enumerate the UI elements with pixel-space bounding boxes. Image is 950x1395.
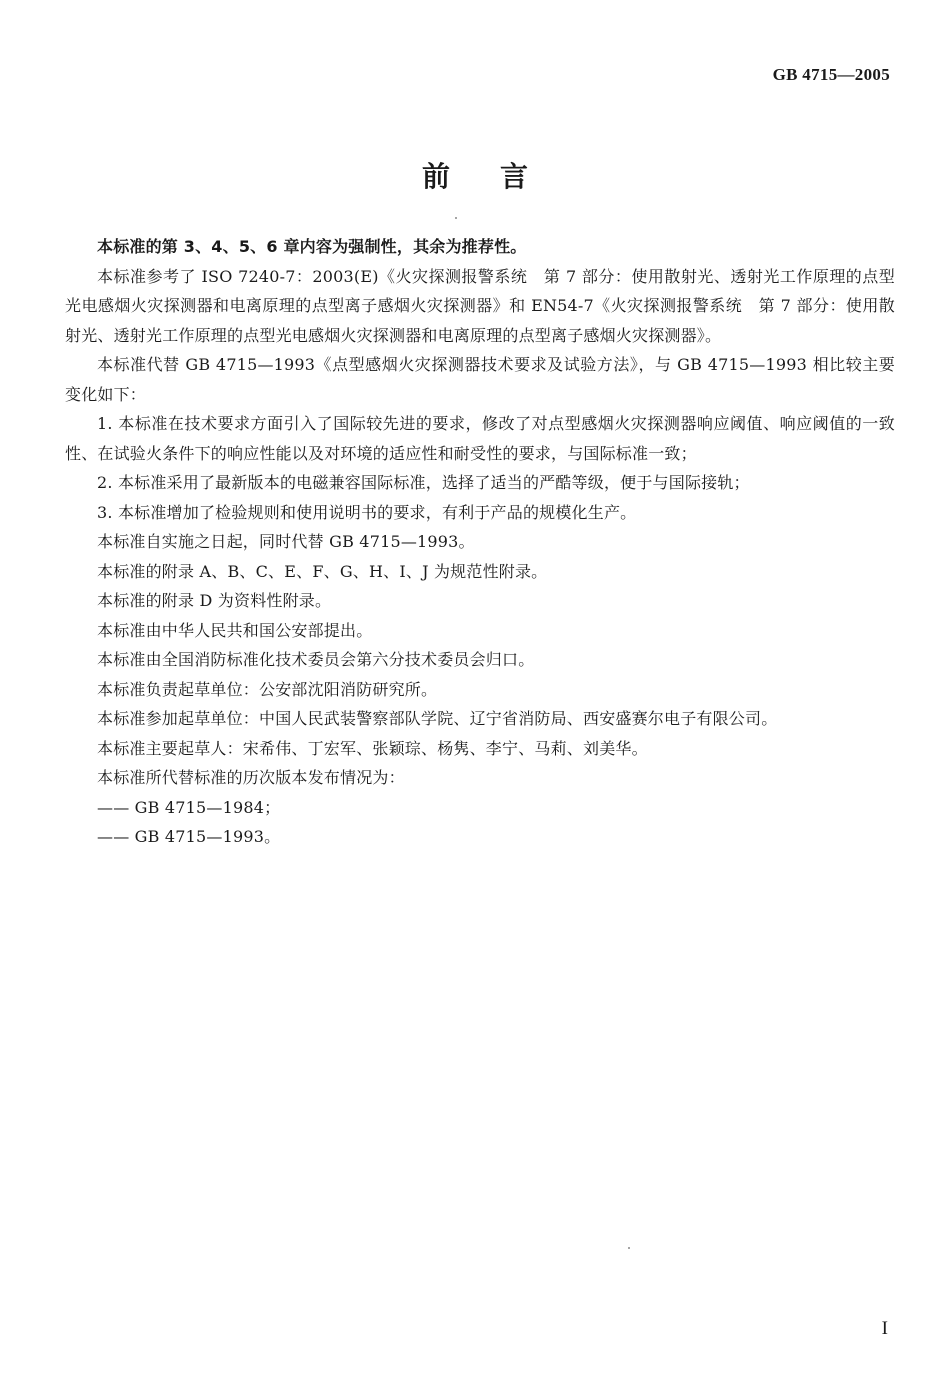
page-title <box>0 155 950 195</box>
history-item-1984: —— GB 4715—1984； <box>97 797 281 817</box>
foreword-body <box>65 232 895 852</box>
responsible-drafter-paragraph: 本标准负责起草单位：公安部沈阳消防研究所。 <box>97 679 438 699</box>
effective-paragraph: 本标准自实施之日起，同时代替 GB 4715—1993。 <box>97 532 475 551</box>
main-drafters-paragraph: 本标准主要起草人：宋希伟、丁宏军、张颖琮、杨隽、李宁、马莉、刘美华。 <box>97 738 648 758</box>
replacement-paragraph: 本标准代替 GB 4715—1993《点型感烟火灾探测器技术要求及试验方法》，与 GB 4715—1993 相比较主要变化如下： <box>65 355 895 404</box>
proposer-paragraph: 本标准由中华人民共和国公安部提出。 <box>97 620 373 640</box>
history-item-1993: —— GB 4715—1993。 <box>97 827 281 846</box>
title-char-1: 前 <box>421 160 450 193</box>
change-item-3: 3. 本标准增加了检验规则和使用说明书的要求，有利于产品的规模化生产。 <box>97 502 637 522</box>
normative-annex-paragraph: 本标准的附录 A、B、C、E、F、G、H、I、J 为规范性附录。 <box>97 561 548 581</box>
reference-paragraph: 本标准参考了 ISO 7240-7：2003(E)《火灾探测报警系统 第 7 部分：使用散射光、透射光工作原理的点型光电感烟火灾探测器和电离原理的点型离子感烟火灾探测器》和 EN54-7《火灾探测报警系统 第 7 部分：使用散射光、透射光工作原理的点型光电感烟火灾探测器和电离原理的点型离子感烟火灾探测器》。 <box>65 266 895 345</box>
mandatory-statement: 本标准的第 3、4、5、6 章内容为强制性，其余为推荐性。 <box>97 237 527 256</box>
technical-committee-paragraph: 本标准由全国消防标准化技术委员会第六分技术委员会归口。 <box>97 650 535 669</box>
participating-drafters-paragraph: 本标准参加起草单位：中国人民武装警察部队学院、辽宁省消防局、西安盛赛尔电子有限公司。 <box>97 709 778 728</box>
change-item-1: 1. 本标准在技术要求方面引入了国际较先进的要求，修改了对点型感烟火灾探测器响应阈值、响应阈值的一致性、在试验火条件下的响应性能以及对环境的适应性和耐受性的要求，与国际标准一致； <box>65 414 895 463</box>
informative-annex-paragraph: 本标准的附录 D 为资料性附录。 <box>97 591 332 610</box>
standard-code: GB 4715—2005 <box>772 65 890 84</box>
history-intro-paragraph: 本标准所代替标准的历次版本发布情况为： <box>97 768 405 787</box>
change-item-2: 2. 本标准采用了最新版本的电磁兼容国际标准，选择了适当的严酷等级，便于与国际接轨； <box>97 473 750 492</box>
scan-speck <box>455 217 457 219</box>
page-number: I <box>881 1318 888 1339</box>
title-char-2: 言 <box>500 160 529 193</box>
scan-speck <box>628 1247 630 1249</box>
